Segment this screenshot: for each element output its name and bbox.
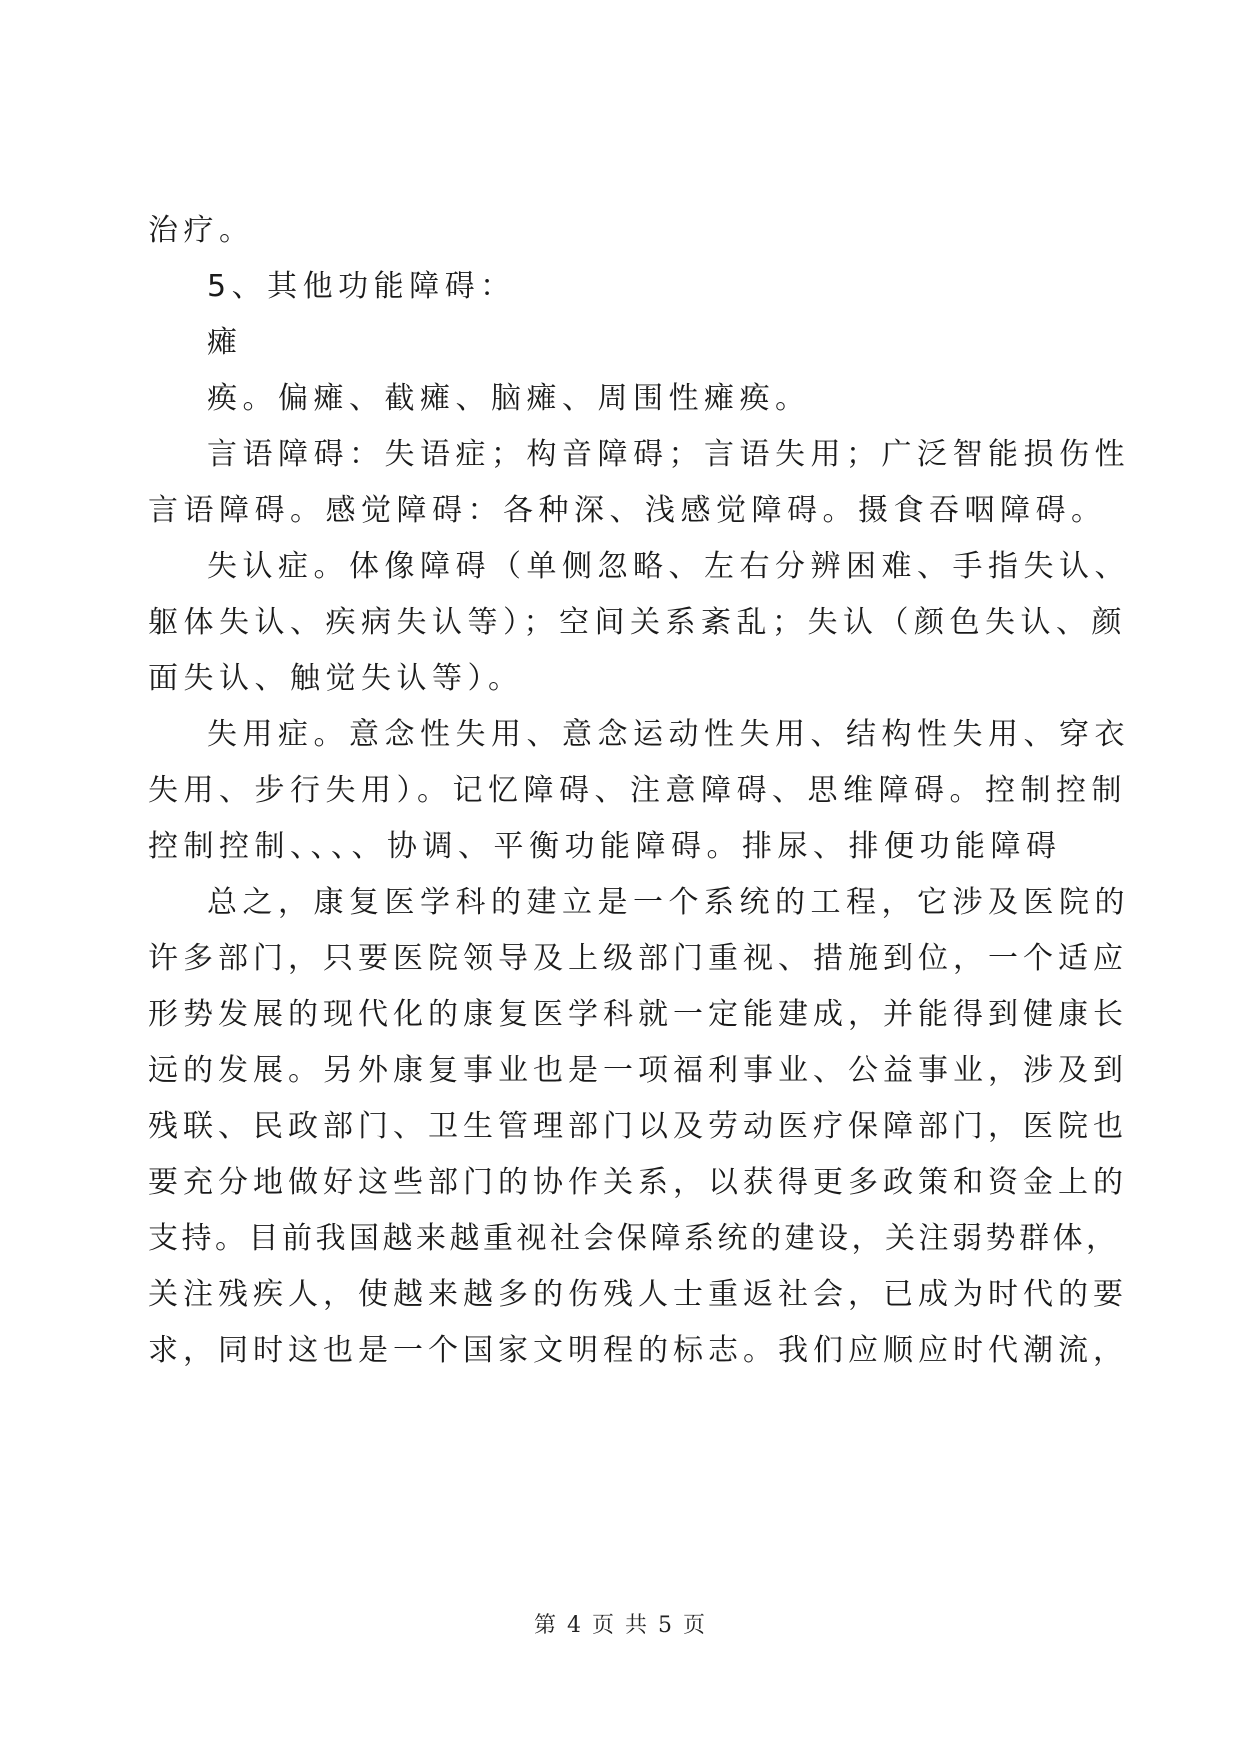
text-line: 支持。目前我国越来越重视社会保障系统的建设，关注弱势群体， — [148, 1221, 1120, 1256]
text-line: 求，同时这也是一个国家文明程的标志。我们应顺应时代潮流， — [148, 1333, 1128, 1368]
text-line: 失用、步行失用）。记忆障碍、注意障碍、思维障碍。控制控制 — [148, 773, 1127, 808]
text-line: 残联、民政部门、卫生管理部门以及劳动医疗保障部门，医院也 — [148, 1109, 1128, 1144]
text-line: 关注残疾人，使越来越多的伤残人士重返社会，已成为时代的要 — [148, 1277, 1128, 1312]
text-line: 言语障碍：失语症；构音障碍；言语失用；广泛智能损伤性 — [207, 437, 1130, 472]
text-line: 5、其他功能障碍： — [207, 269, 516, 304]
text-line: 痪。偏瘫、截瘫、脑瘫、周围性瘫痪。 — [207, 381, 811, 416]
text-line: 躯体失认、疾病失认等）；空间关系紊乱；失认（颜色失认、颜 — [148, 605, 1127, 640]
text-line: 控制控制、、、、协调、平衡功能障碍。排尿、排便功能障碍 — [148, 829, 1062, 864]
text-line: 许多部门，只要医院领导及上级部门重视、措施到位，一个适应 — [148, 941, 1128, 976]
text-line: 治疗。 — [148, 213, 255, 248]
text-line: 总之，康复医学科的建立是一个系统的工程，它涉及医院的 — [207, 885, 1130, 920]
text-line: 形势发展的现代化的康复医学科就一定能建成，并能得到健康长 — [148, 997, 1128, 1032]
text-line: 面失认、触觉失认等）。 — [148, 661, 524, 696]
text-line: 要充分地做好这些部门的协作关系，以获得更多政策和资金上的 — [148, 1165, 1128, 1200]
text-line: 远的发展。另外康复事业也是一项福利事业、公益事业，涉及到 — [148, 1053, 1128, 1088]
text-line: 瘫 — [207, 325, 243, 360]
text-line: 失用症。意念性失用、意念运动性失用、结构性失用、穿衣 — [207, 717, 1130, 752]
page-number-footer: 第 4 页 共 5 页 — [534, 1613, 707, 1638]
text-line: 言语障碍。感觉障碍：各种深、浅感觉障碍。摄食吞咽障碍。 — [148, 493, 1107, 528]
text-line: 失认症。体像障碍（单侧忽略、左右分辨困难、手指失认、 — [207, 549, 1130, 584]
